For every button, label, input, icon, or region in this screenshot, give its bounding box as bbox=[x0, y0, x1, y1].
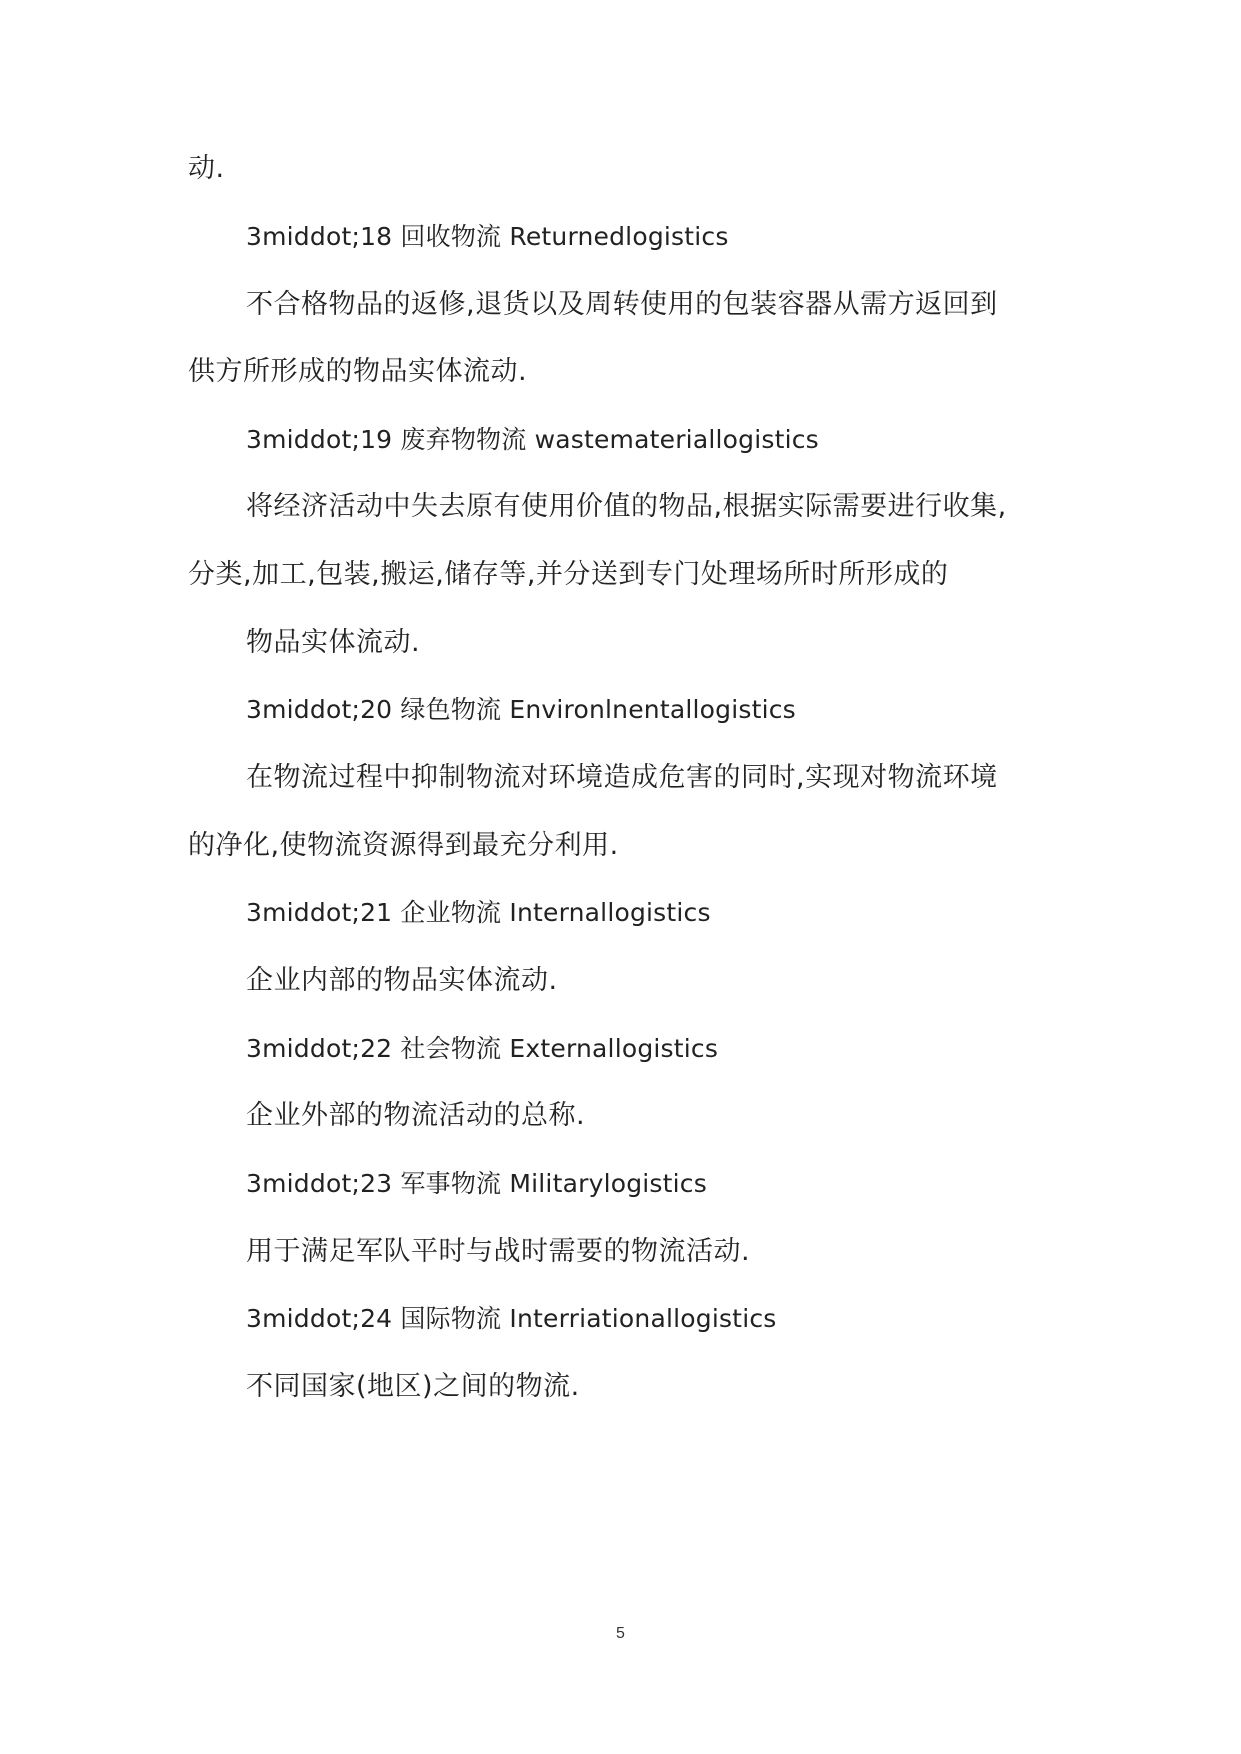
term-heading-waste-material-logistics: 3middot;19 废弃物物流 wastemateriallogistics bbox=[246, 425, 819, 454]
definition-line: 不同国家(地区)之间的物流. bbox=[246, 1371, 580, 1402]
definition-line: 的净化,使物流资源得到最充分利用. bbox=[188, 830, 619, 861]
definition-line: 将经济活动中失去原有使用价值的物品,根据实际需要进行收集, bbox=[246, 491, 1007, 522]
definition-line: 物品实体流动. bbox=[246, 627, 421, 658]
definition-line: 不合格物品的返修,退货以及周转使用的包装容器从需方返回到 bbox=[246, 289, 998, 320]
definition-line: 供方所形成的物品实体流动. bbox=[188, 356, 528, 387]
term-heading-returned-logistics: 3middot;18 回收物流 Returnedlogistics bbox=[246, 222, 729, 251]
definition-line: 分类,加工,包装,搬运,储存等,并分送到专门处理场所时所形成的 bbox=[188, 559, 949, 590]
term-heading-internal-logistics: 3middot;21 企业物流 Internallogistics bbox=[246, 898, 711, 927]
definition-line: 在物流过程中抑制物流对环境造成危害的同时,实现对物流环境 bbox=[246, 762, 998, 793]
paragraph-continuation: 动. bbox=[188, 153, 225, 184]
term-heading-environmental-logistics: 3middot;20 绿色物流 Environlnentallogistics bbox=[246, 695, 796, 724]
term-heading-external-logistics: 3middot;22 社会物流 Externallogistics bbox=[246, 1034, 719, 1063]
definition-line: 企业内部的物品实体流动. bbox=[246, 965, 558, 996]
term-heading-international-logistics: 3middot;24 国际物流 Interriationallogistics bbox=[246, 1304, 777, 1333]
definition-line: 用于满足军队平时与战时需要的物流活动. bbox=[246, 1236, 751, 1267]
definition-line: 企业外部的物流活动的总称. bbox=[246, 1100, 586, 1131]
page-number: 5 bbox=[616, 1625, 625, 1642]
term-heading-military-logistics: 3middot;23 军事物流 Militarylogistics bbox=[246, 1169, 707, 1198]
